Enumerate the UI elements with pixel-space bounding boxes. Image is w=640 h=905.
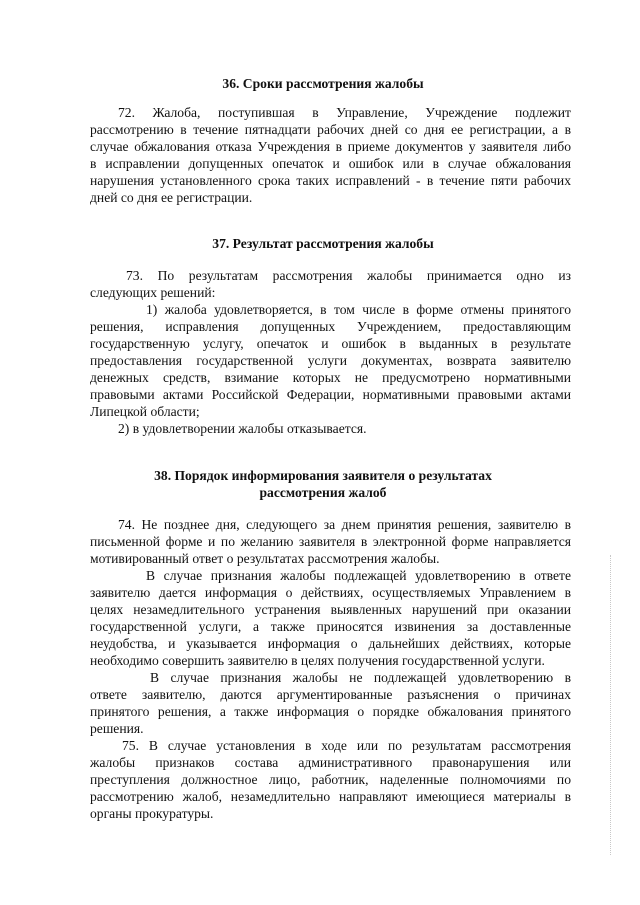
paragraph-72-line: в исправлении допущенных опечаток и ошибок или в случае обжалования (90, 156, 571, 171)
scan-margin-mark (610, 555, 612, 855)
paragraph-74b-line: государственной услуги, а также приносятся извинения за доставленные (90, 619, 571, 634)
paragraph-74c-line: решения. (90, 721, 144, 736)
paragraph-72-line: дней со дня ее регистрации. (90, 190, 253, 205)
section-37-heading: 37. Результат рассмотрения жалобы (212, 236, 434, 251)
paragraph-75-line: 75. В случае установления в ходе или по результатам рассмотрения (122, 738, 571, 753)
paragraph-72-line: нарушения установленного срока таких исправлений - в течение пяти рабочих (90, 173, 571, 188)
item-2-line: 2) в удовлетворении жалобы отказывается. (118, 421, 367, 436)
section-38-heading: 38. Порядок информирования заявителя о результатах (154, 468, 492, 483)
section-36-heading: 36. Сроки рассмотрения жалобы (222, 76, 424, 91)
paragraph-74b-line: В случае признания жалобы подлежащей удовлетворению в ответе (146, 568, 571, 583)
paragraph-72-line: 72. Жалоба, поступившая в Управление, Учреждение подлежит (118, 105, 571, 120)
paragraph-74c-line: В случае признания жалобы не подлежащей удовлетворению в (150, 670, 571, 685)
item-1-line: Липецкой области; (90, 404, 200, 419)
paragraph-75-line: преступления должностное лицо, работник, наделенные полномочиями по (90, 772, 571, 787)
paragraph-75-line: рассмотрению жалоб, незамедлительно направляют имеющиеся материалы в (90, 789, 571, 804)
item-1-line: предоставления государственной услуги документах, возврата заявителю (90, 353, 571, 368)
paragraph-74b-line: неудобства, и указывается информация о дальнейших действиях, которые (90, 636, 571, 651)
paragraph-73-line: 73. По результатам рассмотрения жалобы принимается одно из (126, 268, 571, 283)
paragraph-74-line: 74. Не позднее дня, следующего за днем принятия решения, заявителю в (118, 517, 571, 532)
paragraph-72-line: рассмотрению в течение пятнадцати рабочих дней со дня ее регистрации, а в (90, 122, 571, 137)
item-1-line: решения, исправления допущенных Учреждением, предоставляющим (90, 319, 571, 334)
paragraph-72-line: случае обжалования отказа Учреждения в приеме документов у заявителя либо (90, 139, 571, 154)
paragraph-74c-line: принятого решения, а также информация о порядке обжалования принятого (90, 704, 571, 719)
paragraph-74-line: письменной форме и по желанию заявителя в электронной форме направляется (90, 534, 571, 549)
paragraph-74-line: мотивированный ответ о результатах рассмотрения жалобы. (90, 551, 440, 566)
paragraph-75-line: органы прокуратуры. (90, 806, 214, 821)
paragraph-75-line: жалобы признаков состава административного правонарушения или (90, 755, 571, 770)
section-38-heading: рассмотрения жалоб (259, 485, 387, 500)
paragraph-74b-line: необходимо совершить заявителю в целях получения государственной услуги. (90, 653, 545, 668)
paragraph-73-line: следующих решений: (90, 285, 216, 300)
item-1-line: правовыми актами Российской Федерации, нормативными правовыми актами (90, 387, 571, 402)
item-1-line: 1) жалоба удовлетворяется, в том числе в форме отмены принятого (146, 302, 571, 317)
paragraph-74b-line: заявителю дается информация о действиях, осуществляемых Управлением в (90, 585, 571, 600)
paragraph-74c-line: ответе заявителю, даются аргументированные разъяснения о причинах (90, 687, 571, 702)
item-1-line: государственную услугу, опечаток и ошибок в выданных в результате (90, 336, 571, 351)
paragraph-74b-line: целях незамедлительного устранения выявленных нарушений при оказании (90, 602, 571, 617)
item-1-line: денежных средств, взимание которых не предусмотрено нормативными (90, 370, 571, 385)
